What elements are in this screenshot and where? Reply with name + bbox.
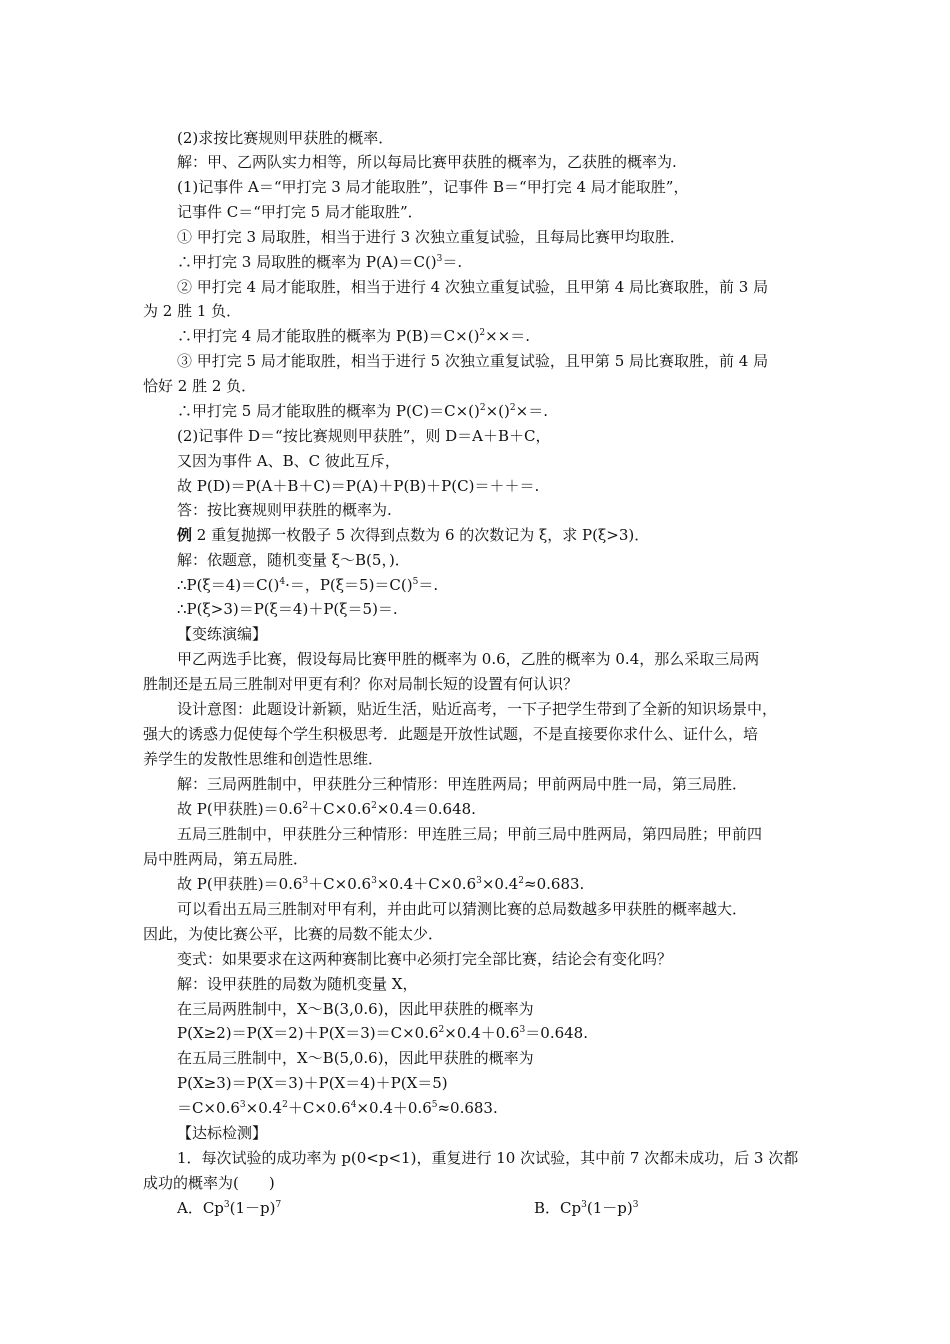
text-line: 故 P(D)＝P(A＋B＋C)＝P(A)＋P(B)＋P(C)＝＋＋＝. (177, 477, 540, 495)
text-line: 局中胜两局，第五局胜． (143, 850, 309, 868)
text-line: ① 甲打完 3 局取胜，相当于进行 3 次独立重复试验，且每局比赛甲均取胜． (177, 228, 685, 246)
text-line: 解：设甲获胜的局数为随机变量 X， (177, 975, 418, 993)
text-line: P(X≥3)＝P(X＝3)＋P(X＝4)＋P(X＝5) (177, 1074, 448, 1092)
answer-options (177, 1196, 857, 1220)
text-line: ∴P(ξ＝4)＝C()$^4$·＝，P(ξ＝5)＝C()$^5$＝. (177, 576, 439, 594)
text-line: (2)记事件 D＝“按比赛规则甲获胜”，则 D＝A＋B＋C， (177, 427, 551, 445)
option-a: A．$Cp^3(1-p)^7$ (177, 1199, 282, 1217)
text-line: $=C\times 0.6^3\times 0.4^2+C\times 0.6^4\times 0.4+0.6^5\approx 0.683$. (177, 1099, 498, 1117)
text-line: 因此，为使比赛公平，比赛的局数不能太少． (143, 925, 444, 943)
text-line: 强大的诱惑力促使每个学生积极思考．此题是开放性试题，不是直接要你求什么、证什么，培 (143, 725, 759, 743)
text-line: ③ 甲打完 5 局才能取胜，相当于进行 5 次独立重复试验，且甲第 5 局比赛取胜，前 4 局 (177, 352, 769, 370)
text-line: 1．每次试验的成功率为 p(0<p<1)，重复进行 10 次试验，其中前 7 次都未成功，后 3 次都 (177, 1149, 799, 1167)
text-line: 又因为事件 A、B、C 彼此互斥， (177, 452, 400, 470)
text-line: ∴甲打完 4 局才能取胜的概率为 P(B)＝C×()$^2$××＝. (177, 327, 531, 345)
text-line: 故 P(甲获胜)$=0.6^3+C\times 0.6^3\times 0.4+C\times 0.6^3\times 0.4^2\approx 0.683$. (177, 875, 585, 893)
text-line: 解：依题意，随机变量 ξ～B(5，)． (177, 551, 410, 569)
text-line: 解：三局两胜制中，甲获胜分三种情形：甲连胜两局；甲前两局中胜一局，第三局胜． (177, 775, 748, 793)
text-line: 例 2 重复抛掷一枚骰子 5 次得到点数为 6 的次数记为 ξ，求 P(ξ>3)． (177, 526, 650, 544)
text-line: 可以看出五局三胜制对甲有利，并由此可以猜测比赛的总局数越多甲获胜的概率越大． (177, 900, 748, 918)
text-line: ∴甲打完 5 局才能取胜的概率为 P(C)＝C×()$^2$×()$^2$×＝. (177, 402, 548, 420)
text-line: ② 甲打完 4 局才能取胜，相当于进行 4 次独立重复试验，且甲第 4 局比赛取胜，前 3 局 (177, 278, 769, 296)
text-line: $P(X\ge 2)=P(X=2)+P(X=3)=C\times 0.6^2\times 0.4+0.6^3=0.648$. (177, 1024, 588, 1042)
text-line: (2)求按比赛规则甲获胜的概率． (177, 129, 394, 147)
text-line: 养学生的发散性思维和创造性思维． (143, 750, 384, 768)
text-line: 成功的概率为( ) (143, 1174, 275, 1192)
section-heading: 【变练演编】 (177, 625, 268, 643)
text-line: 五局三胜制中，甲获胜分三种情形：甲连胜三局；甲前三局中胜两局，第四局胜；甲前四 (177, 825, 763, 843)
text-line: 设计意图：此题设计新颖，贴近生活，贴近高考，一下子把学生带到了全新的知识场景中， (177, 700, 778, 718)
text-line: 为 2 胜 1 负． (143, 302, 242, 320)
section-heading: 【达标检测】 (177, 1124, 268, 1142)
text-line: ∴甲打完 3 局取胜的概率为 P(A)＝C()$^3$＝. (177, 253, 463, 271)
text-line: ∴P(ξ>3)＝P(ξ＝4)＋P(ξ＝5)＝. (177, 600, 398, 618)
text-line: 变式：如果要求在这两种赛制比赛中必须打完全部比赛，结论会有变化吗？ (177, 950, 673, 968)
text-line: 解：甲、乙两队实力相等，所以每局比赛甲获胜的概率为，乙获胜的概率为. (177, 153, 677, 171)
text-line: (1)记事件 A＝“甲打完 3 局才能取胜”，记事件 B＝“甲打完 4 局才能取胜”， (177, 178, 689, 196)
option-b: B．$Cp^3(1-p)^3$ (534, 1199, 639, 1217)
text-line: 故 P(甲获胜)$=0.6^2+C\times 0.6^2\times 0.4=0.648$. (177, 800, 476, 818)
text-line: 答：按比赛规则甲获胜的概率为. (177, 501, 392, 519)
text-line: 甲乙两选手比赛，假设每局比赛甲胜的概率为 0.6，乙胜的概率为 0.4，那么采取三局两 (177, 650, 760, 668)
text-line: 恰好 2 胜 2 负． (143, 377, 257, 395)
text-line: 在三局两胜制中，X～B(3,0.6)，因此甲获胜的概率为 (177, 1000, 534, 1018)
text-line: 胜制还是五局三胜制对甲更有利？你对局制长短的设置有何认识？ (143, 675, 579, 693)
text-line: 记事件 C＝“甲打完 5 局才能取胜”． (177, 203, 423, 221)
text-line: 在五局三胜制中，X～B(5,0.6)，因此甲获胜的概率为 (177, 1049, 534, 1067)
